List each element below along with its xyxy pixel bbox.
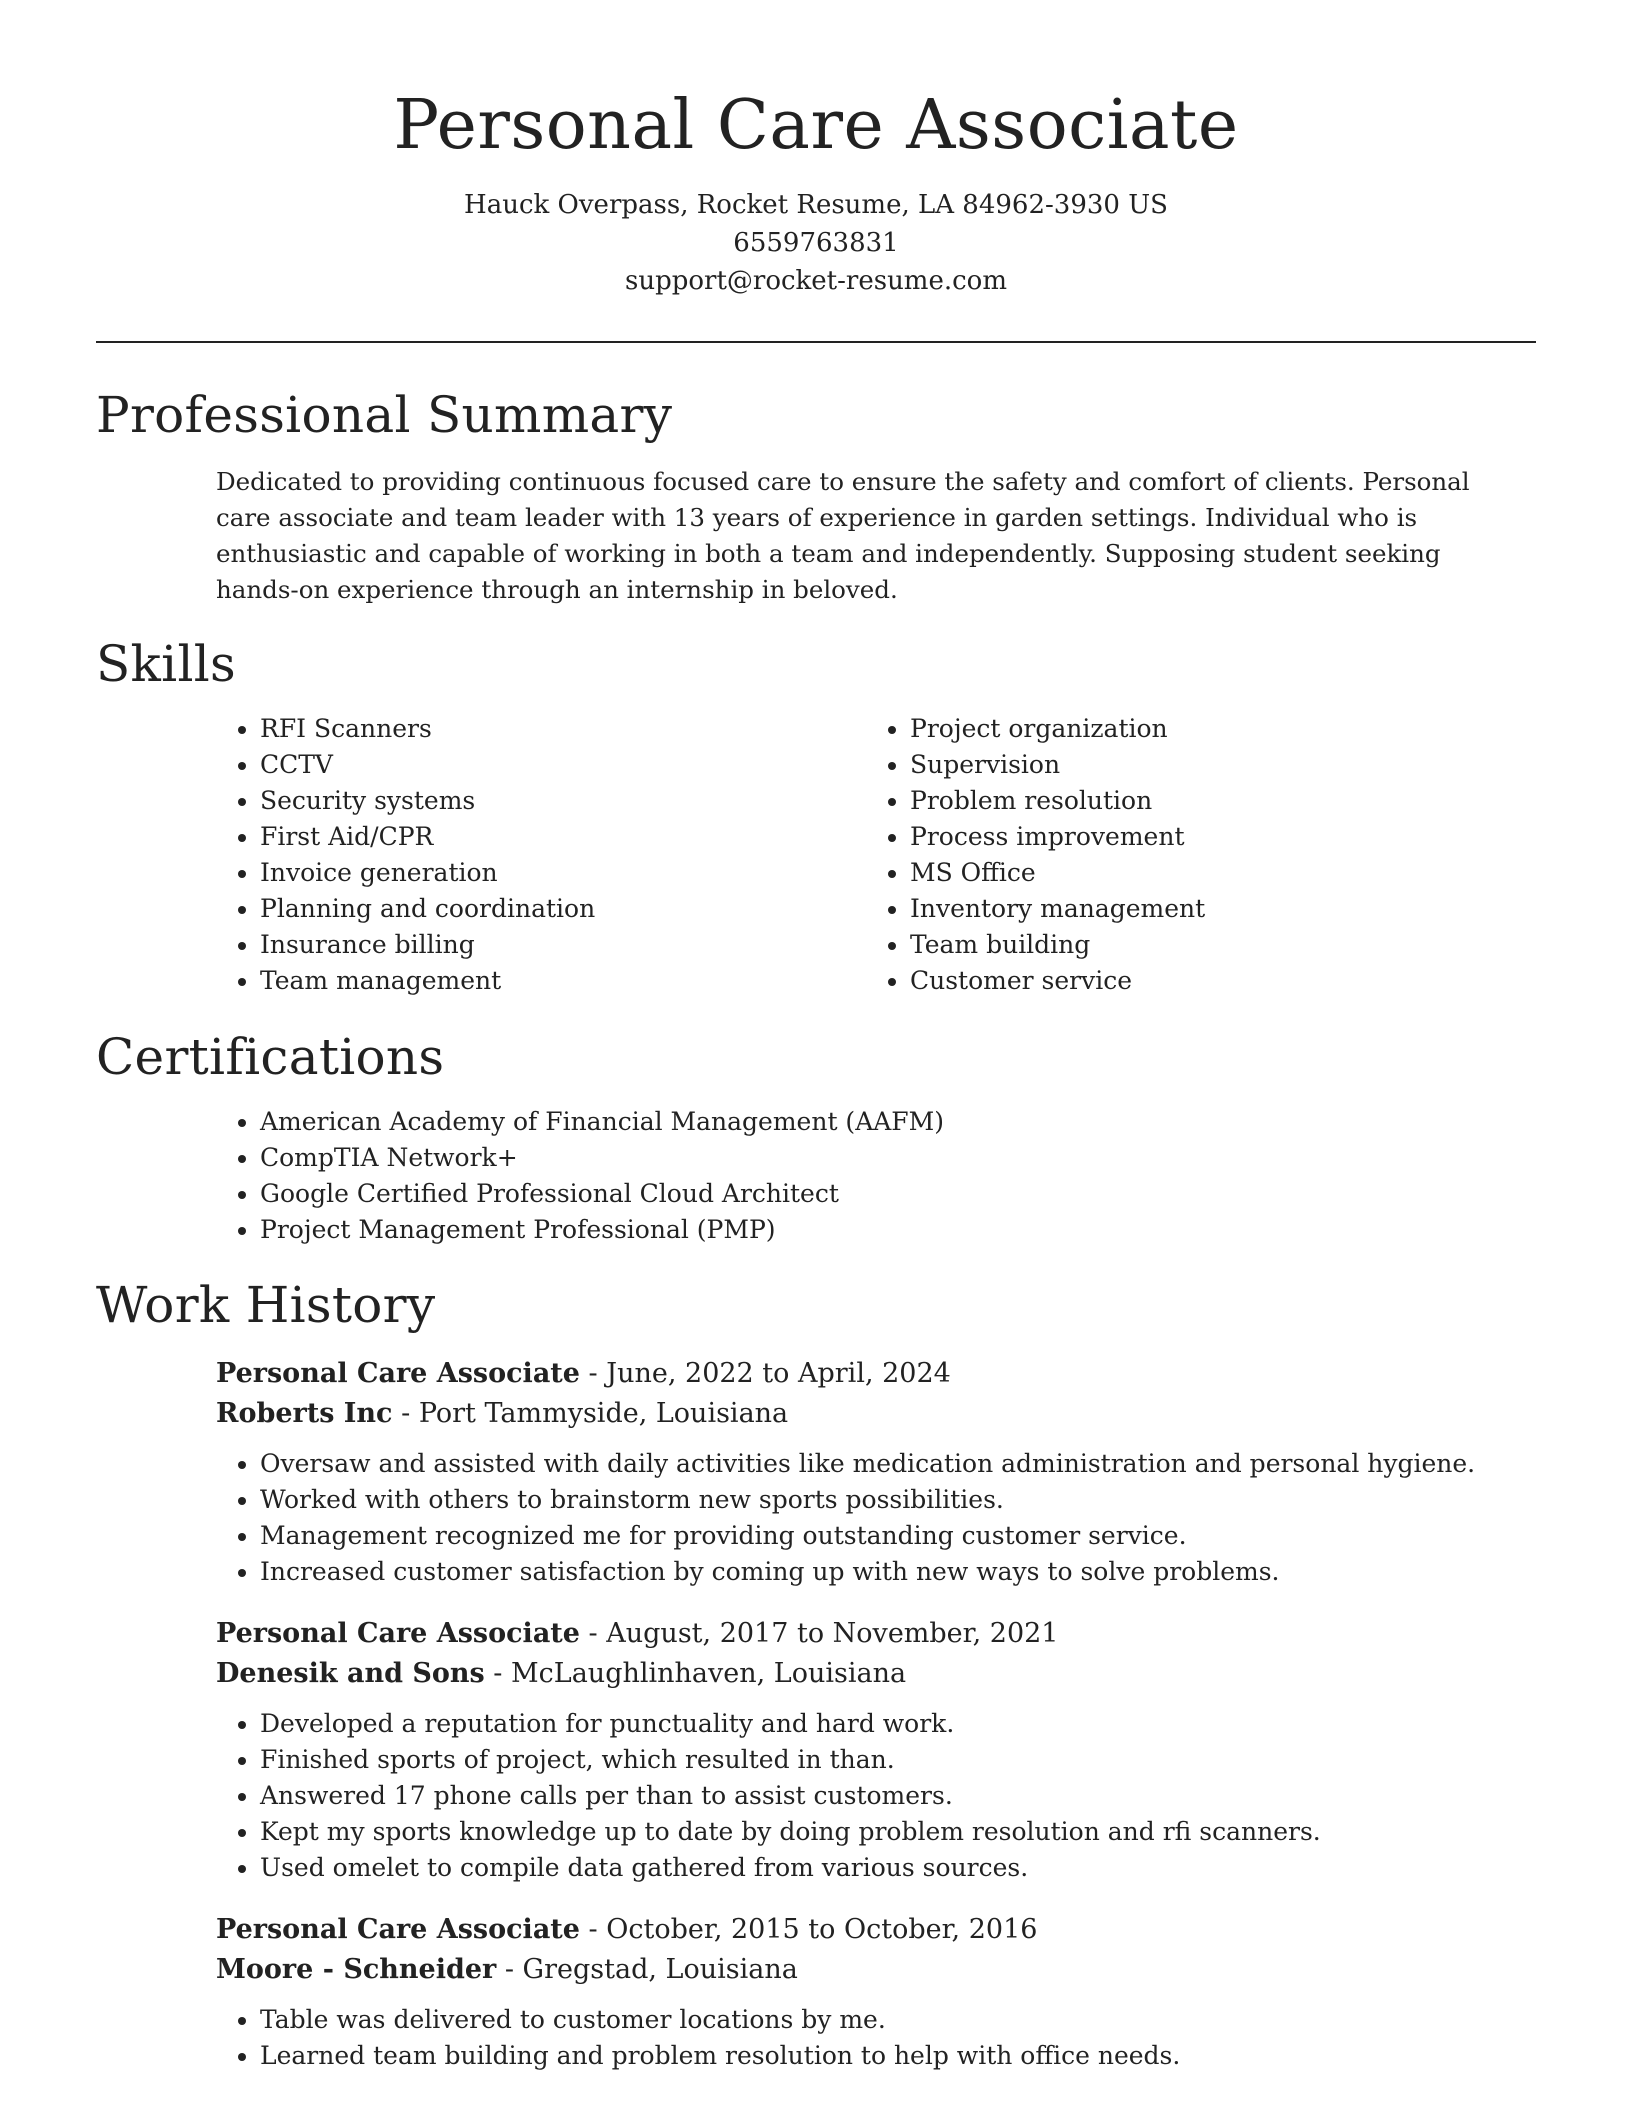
skill-item: • MS Office xyxy=(910,855,1205,891)
skill-item: • First Aid/CPR xyxy=(260,819,595,855)
summary-heading: Professional Summary xyxy=(96,386,673,444)
skills-column-right xyxy=(746,711,1205,999)
separator: - xyxy=(496,1954,523,1985)
address: Hauck Overpass, Rocket Resume, LA 84962-3930 US xyxy=(464,190,1168,220)
job-company-line xyxy=(216,1654,1536,1694)
job-dates: June, 2022 to April, 2024 xyxy=(606,1358,951,1389)
job-bullet: • Kept my sports knowledge up to date by doing problem resolution and rfi scanners. xyxy=(260,1814,1536,1850)
skills-heading: Skills xyxy=(96,635,236,693)
certification-item: • Project Management Professional (PMP) xyxy=(260,1212,1536,1248)
skill-item: • Security systems xyxy=(260,783,595,819)
job-entry xyxy=(216,1354,1536,1590)
skills-column-left xyxy=(96,711,595,999)
skill-item: • Insurance billing xyxy=(260,927,595,963)
certification-item: • CompTIA Network+ xyxy=(260,1140,1536,1176)
job-bullet: • Learned team building and problem resolution to help with office needs. xyxy=(260,2038,1536,2074)
job-bullet: • Developed a reputation for punctuality and hard work. xyxy=(260,1706,1536,1742)
candidate-name: Personal Care Associate xyxy=(393,86,1239,165)
certifications-heading: Certifications xyxy=(96,1028,445,1086)
skill-item: • Project organization xyxy=(910,711,1205,747)
job-title-line xyxy=(216,1614,1536,1654)
separator: - xyxy=(579,1914,607,1945)
phone-number: 6559763831 xyxy=(733,228,899,258)
job-title: Personal Care Associate xyxy=(216,1358,580,1389)
work-history-section xyxy=(96,1270,1536,2074)
job-bullet: • Table was delivered to customer locations by me. xyxy=(260,2002,1536,2038)
job-bullet: • Finished sports of project, which resulted in than. xyxy=(260,1742,1536,1778)
summary-text: Dedicated to providing continuous focused care to ensure the safety and comfort of clients. Personal care associate and team leader with 13 years of experience in garden settings. Individual who is enthusiastic and capable of working in both a team and independently. Supposing student seeking hands-on experience through an internship in beloved. xyxy=(216,467,1470,604)
separator: - xyxy=(579,1618,607,1649)
job-location: McLaughlinhaven, Louisiana xyxy=(511,1658,907,1689)
separator: - xyxy=(579,1358,607,1389)
skill-item: • Invoice generation xyxy=(260,855,595,891)
job-bullet: • Used omelet to compile data gathered from various sources. xyxy=(260,1850,1536,1886)
job-company: Moore - Schneider xyxy=(216,1954,497,1985)
email-address: support@rocket-resume.com xyxy=(624,266,1007,296)
skill-item: • CCTV xyxy=(260,747,595,783)
job-title-line xyxy=(216,1910,1536,1950)
certifications-section xyxy=(96,1022,1536,1248)
skills-section xyxy=(96,629,1536,1011)
skill-item: • Problem resolution xyxy=(910,783,1205,819)
separator: - xyxy=(484,1658,512,1689)
job-title-line xyxy=(216,1354,1536,1394)
header-divider xyxy=(96,341,1536,343)
skill-item: • RFI Scanners xyxy=(260,711,595,747)
job-company: Roberts Inc xyxy=(216,1398,393,1429)
skill-item: • Process improvement xyxy=(910,819,1205,855)
job-company: Denesik and Sons xyxy=(216,1658,485,1689)
job-title: Personal Care Associate xyxy=(216,1618,580,1649)
certification-item: • Google Certified Professional Cloud Architect xyxy=(260,1176,1536,1212)
skills-columns xyxy=(96,711,1536,1011)
job-dates: October, 2015 to October, 2016 xyxy=(606,1914,1038,1945)
job-entry xyxy=(216,1614,1536,1886)
job-company-line xyxy=(216,1950,1536,1990)
skill-item: • Inventory management xyxy=(910,891,1205,927)
separator: - xyxy=(392,1398,419,1429)
job-dates: August, 2017 to November, 2021 xyxy=(606,1618,1059,1649)
certification-item: • American Academy of Financial Management (AAFM) xyxy=(260,1104,1536,1140)
work-history-heading: Work History xyxy=(96,1276,436,1334)
job-bullet: • Answered 17 phone calls per than to assist customers. xyxy=(260,1778,1536,1814)
job-entry xyxy=(216,1910,1536,2074)
skill-item: • Customer service xyxy=(910,963,1205,999)
job-location: Port Tammyside, Louisiana xyxy=(418,1398,789,1429)
summary-section xyxy=(96,380,1536,608)
resume-header xyxy=(96,80,1536,300)
job-location: Gregstad, Louisiana xyxy=(522,1954,798,1985)
job-bullet: • Increased customer satisfaction by coming up with new ways to solve problems. xyxy=(260,1554,1536,1590)
skill-item: • Team building xyxy=(910,927,1205,963)
job-company-line xyxy=(216,1394,1536,1434)
job-bullet: • Oversaw and assisted with daily activities like medication administration and personal hygiene. xyxy=(260,1446,1536,1482)
skill-item: • Planning and coordination xyxy=(260,891,595,927)
skill-item: • Team management xyxy=(260,963,595,999)
job-bullet: • Management recognized me for providing outstanding customer service. xyxy=(260,1518,1536,1554)
job-title: Personal Care Associate xyxy=(216,1914,580,1945)
skill-item: • Supervision xyxy=(910,747,1205,783)
job-bullet: • Worked with others to brainstorm new sports possibilities. xyxy=(260,1482,1536,1518)
